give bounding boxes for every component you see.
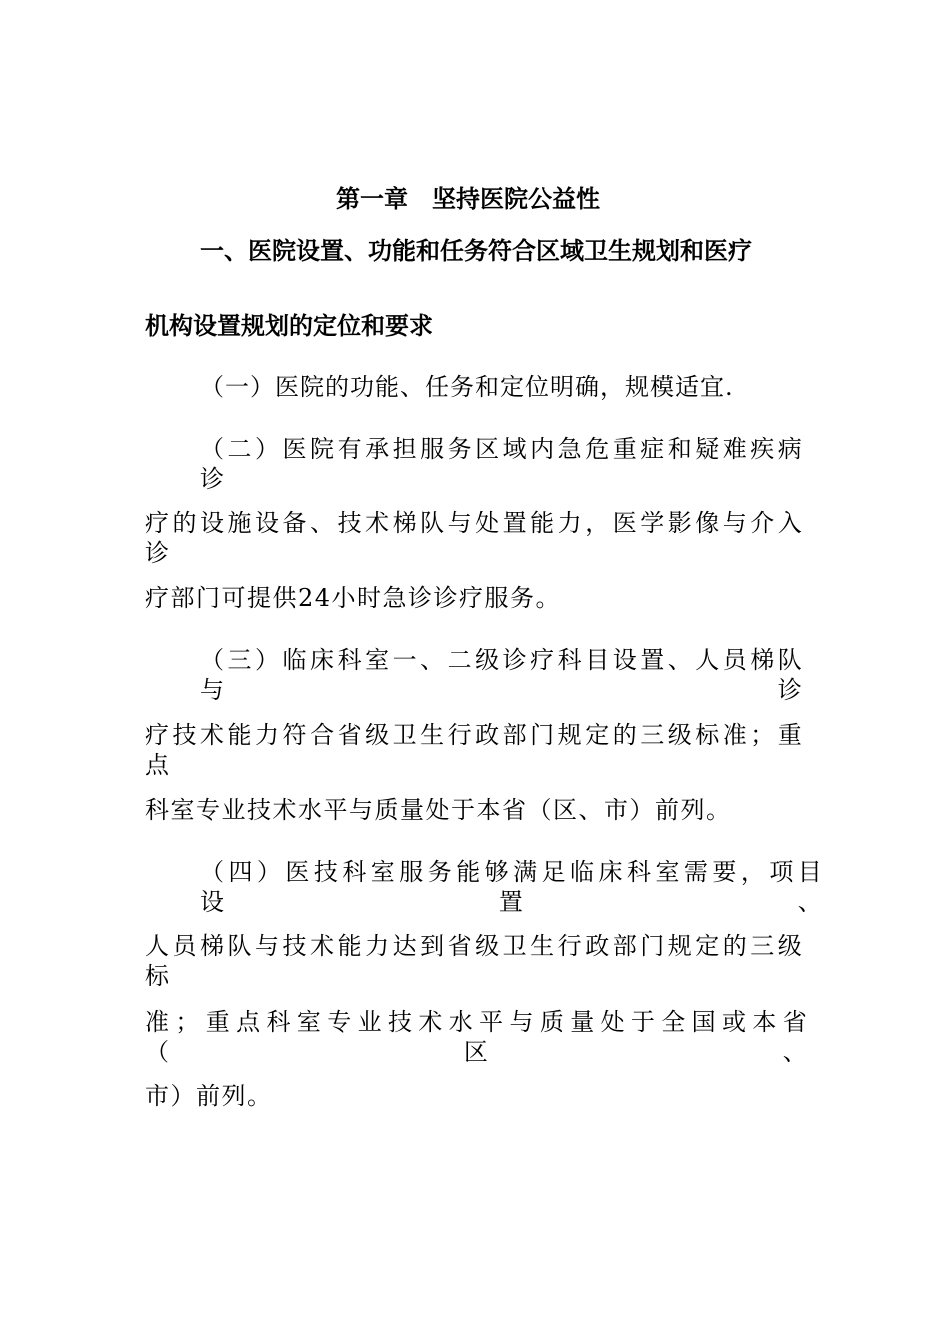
paragraph-4-line-3: 准；重点科室专业技术水平与质量处于全国或本省（区、 [145,1008,810,1066]
chapter-title: 第一章 坚持医院公益性 [336,185,600,213]
paragraph-2-line-1: （二）医院有承担服务区域内急危重症和疑难疾病诊 [200,435,805,493]
paragraph-2-line-3: 疗部门可提供24小时急诊诊疗服务。 [145,584,562,612]
paragraph-3-line-2: 疗技术能力符合省级卫生行政部门规定的三级标准；重点 [145,721,805,779]
section-title-line-2: 机构设置规划的定位和要求 [145,312,433,340]
paragraph-2-line-2: 疗的设施设备、技术梯队与处置能力，医学影像与介入诊 [145,509,805,567]
paragraph-4-line-2: 人员梯队与技术能力达到省级卫生行政部门规定的三级标 [145,932,805,990]
paragraph-3-line-1: （三）临床科室一、二级诊疗科目设置、人员梯队与诊 [200,646,805,704]
paragraph-1-line-1: （一）医院的功能、任务和定位明确，规模适宜. [200,373,734,401]
paragraph-4-line-4: 市）前列。 [145,1082,273,1110]
paragraph-3-line-3: 科室专业技术水平与质量处于本省（区、市）前列。 [145,796,732,824]
section-title-line-1: 一、医院设置、功能和任务符合区域卫生规划和医疗 [200,237,752,265]
paragraph-4-line-1: （四）医技科室服务能够满足临床科室需要，项目设置、 [200,858,825,916]
